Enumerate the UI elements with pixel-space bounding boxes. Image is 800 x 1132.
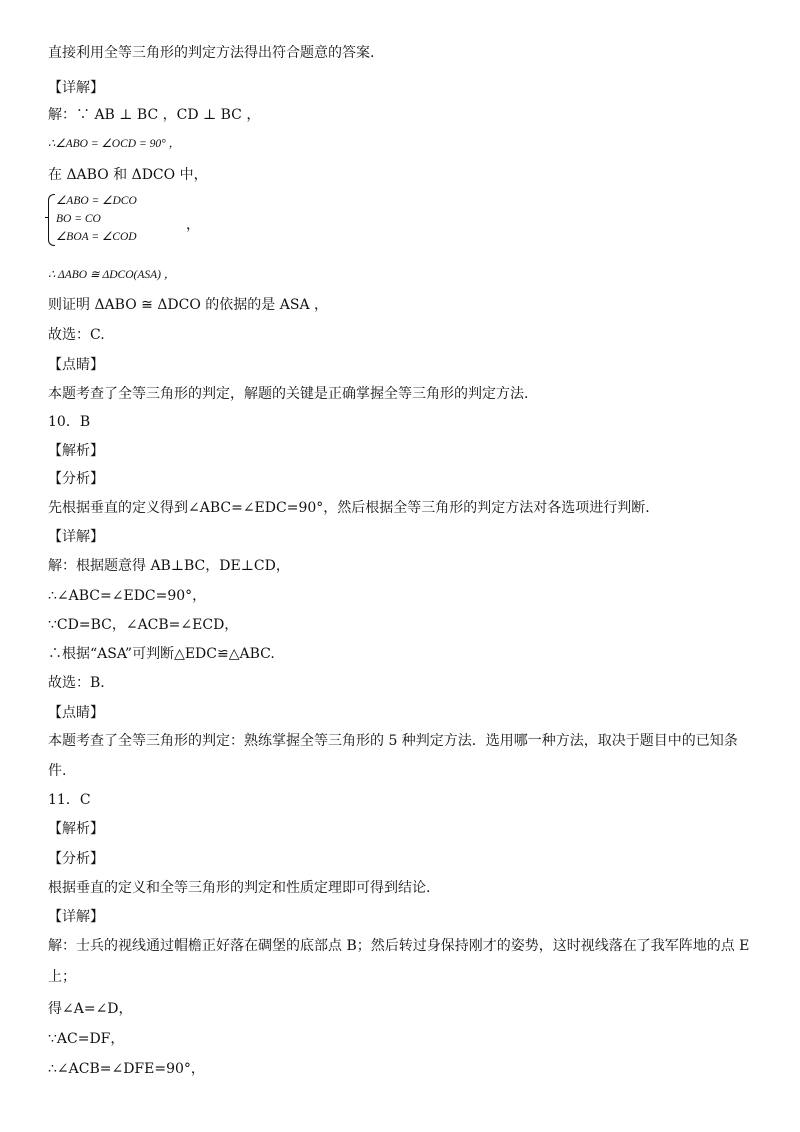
- equation-system: [48, 192, 200, 246]
- equation-row: ∠BOA = ∠COD: [56, 231, 137, 243]
- text-line: 故选：C.: [48, 327, 105, 343]
- math-line: ∴ ΔABO ≅ ΔDCO(ASA) ，: [48, 269, 176, 281]
- text-line: 根据垂直的定义和全等三角形的判定和性质定理即可得到结论.: [48, 880, 431, 896]
- equation-row: BO = CO: [56, 213, 101, 225]
- text-line: 则证明 ΔABO ≅ ΔDCO 的依据的是 ASA ，: [48, 297, 329, 313]
- equation-comma: ，: [186, 217, 200, 233]
- section-heading: 【点睛】: [48, 357, 104, 373]
- text-line: 解：∵ AB ⊥ BC ，CD ⊥ BC ，: [48, 107, 261, 123]
- text-line: 解：士兵的视线通过帽檐正好落在碉堡的底部点 B；然后转过身保持刚才的姿势，这时视线落在了我军阵地的点 E: [48, 938, 750, 954]
- text-line: 故选：B.: [48, 675, 105, 691]
- section-heading: 【解析】: [48, 443, 104, 459]
- text-line: 在 ΔABO 和 ΔDCO 中，: [48, 167, 208, 183]
- text-line: 件.: [48, 763, 67, 779]
- question-number: 10．B: [48, 414, 91, 430]
- section-heading: 【分析】: [48, 471, 104, 487]
- text-line: 上；: [48, 969, 76, 985]
- text-line: ∵CD=BC，∠ACB=∠ECD，: [48, 617, 239, 633]
- math-line: ∴∠ABO = ∠OCD = 90° ，: [48, 138, 181, 150]
- text-line: 先根据垂直的定义得到∠ABC=∠EDC=90°，然后根据全等三角形的判定方法对各选项进行判断.: [48, 500, 650, 516]
- text-line: 本题考查了全等三角形的判定，解题的关键是正确掌握全等三角形的判定方法.: [48, 386, 529, 402]
- left-brace: [48, 194, 55, 246]
- text-line: ∴∠ACB=∠DFE=90°，: [48, 1061, 205, 1077]
- text-line: ∴根据“ASA”可判断△EDC≌△ABC.: [48, 646, 275, 662]
- text-line: ∵AC=DF，: [48, 1031, 125, 1047]
- brace-tip: [45, 217, 48, 218]
- section-heading: 【点睛】: [48, 705, 104, 721]
- equation-row: ∠ABO = ∠DCO: [56, 195, 137, 207]
- question-number: 11．C: [48, 792, 91, 808]
- section-heading: 【详解】: [48, 909, 104, 925]
- section-heading: 【详解】: [48, 80, 104, 96]
- text-line: 解：根据题意得 AB⊥BC，DE⊥CD，: [48, 558, 290, 574]
- text-line: 得∠A=∠D，: [48, 1001, 133, 1017]
- text-line: ∴∠ABC=∠EDC=90°，: [48, 588, 207, 604]
- section-heading: 【详解】: [48, 529, 104, 545]
- text-line: 本题考查了全等三角形的判定：熟练掌握全等三角形的 5 种判定方法．选用哪一种方法，取决于题目中的已知条: [48, 733, 738, 749]
- text-line: 直接利用全等三角形的判定方法得出符合题意的答案.: [48, 45, 375, 61]
- section-heading: 【分析】: [48, 851, 104, 867]
- section-heading: 【解析】: [48, 821, 104, 837]
